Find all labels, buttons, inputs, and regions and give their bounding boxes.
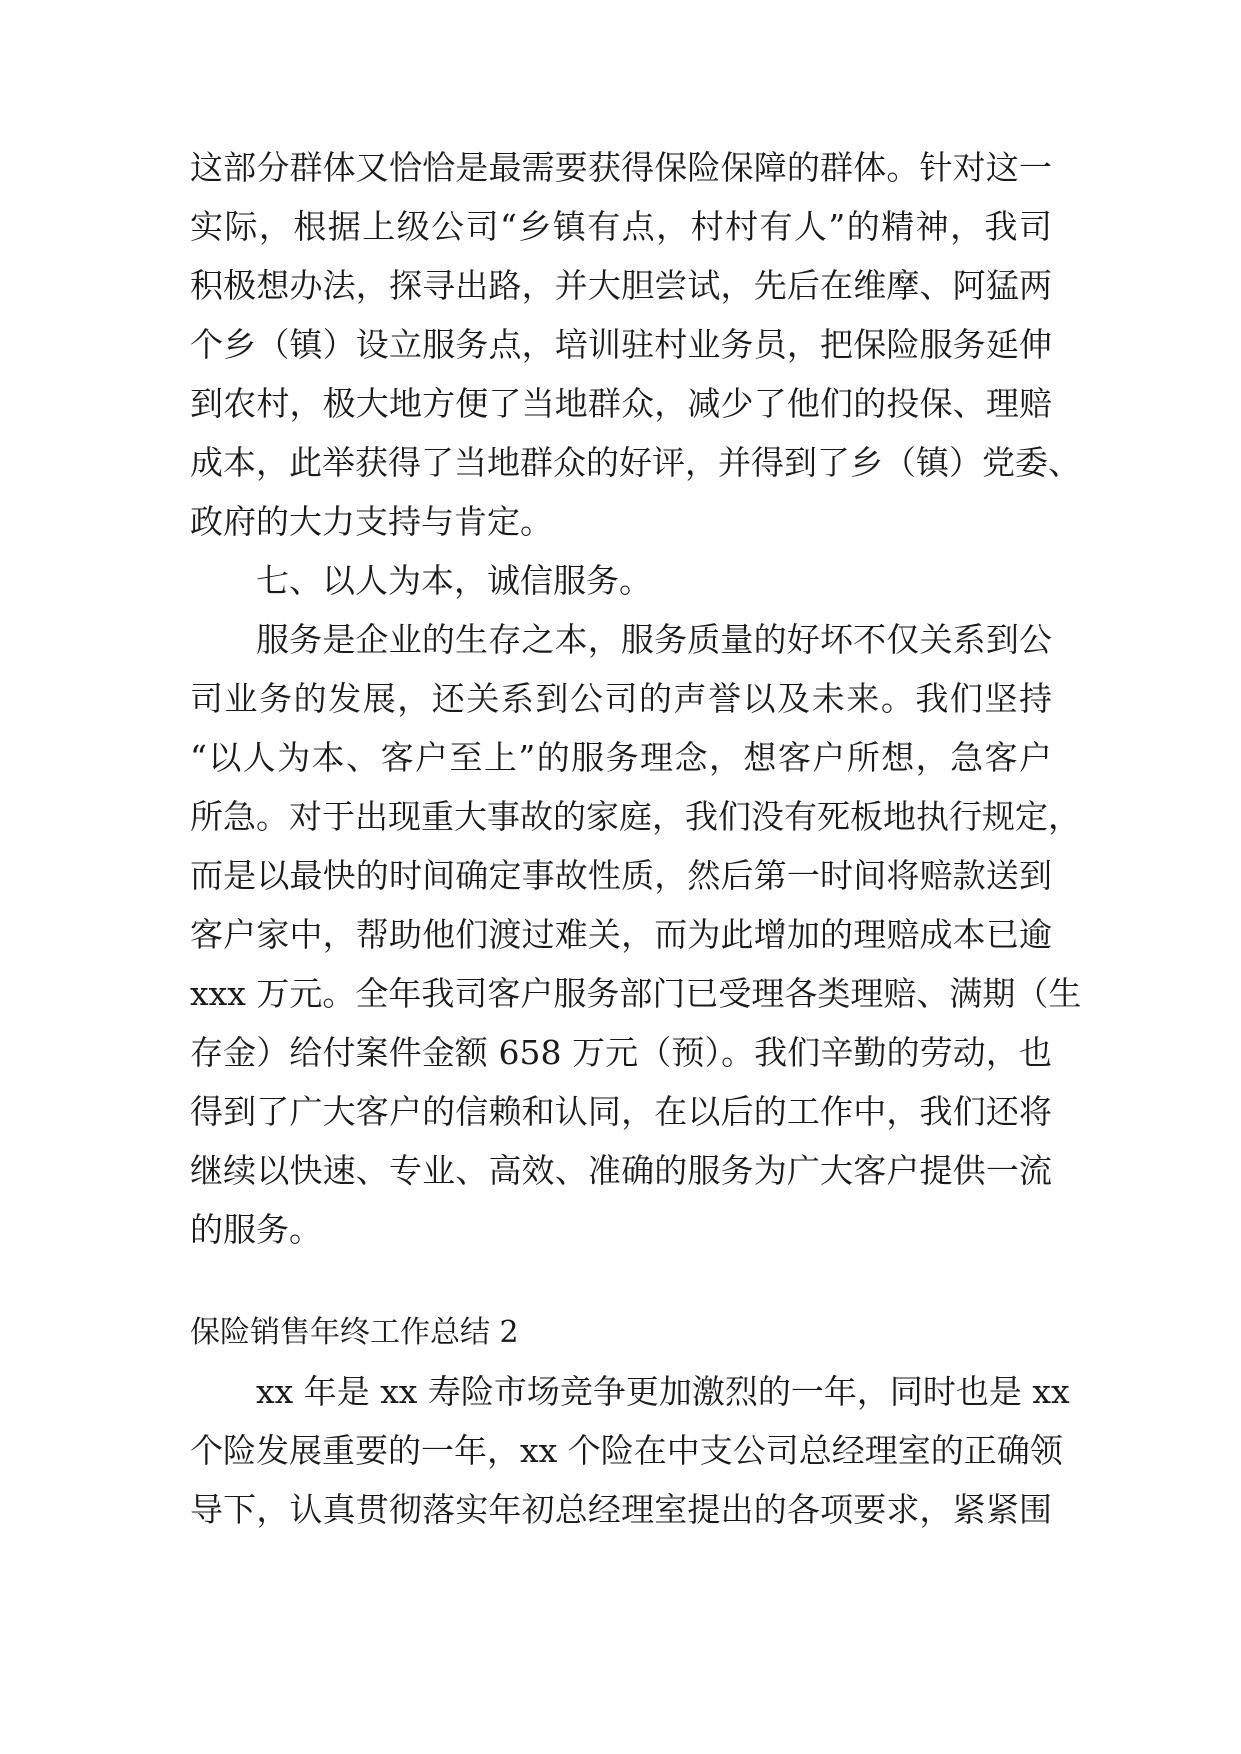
paragraph-3-line-1: xx 年是 xx 寿险市场竞争更加激烈的一年，同时也是 xx [256, 1372, 1070, 1411]
paragraph-2-line-10: 继续以快速、专业、高效、准确的服务为广大客户提供一流 [190, 1151, 1052, 1190]
paragraph-2-line-8: 存金）给付案件金额 658 万元（预）。我们辛勤的劳动，也 [190, 1033, 1052, 1072]
paragraph-1-line-3: 积极想办法，探寻出路，并大胆尝试，先后在维摩、阿猛两 [190, 266, 1052, 305]
paragraph-2-line-4: 所急。对于出现重大事故的家庭，我们没有死板地执行规定， [190, 797, 1081, 836]
paragraph-3-line-2: 个险发展重要的一年，xx 个险在中支公司总经理室的正确领 [190, 1431, 1063, 1470]
section-title-2: 保险销售年终工作总结 2 [190, 1315, 519, 1350]
paragraph-1-line-2: 实际，根据上级公司“乡镇有点，村村有人”的精神，我司 [190, 207, 1052, 246]
paragraph-1-line-7: 政府的大力支持与肯定。 [190, 502, 553, 541]
paragraph-2-line-3: “以人为本、客户至上”的服务理念，想客户所想，急客户 [190, 738, 1052, 777]
paragraph-2-line-9: 得到了广大客户的信赖和认同，在以后的工作中，我们还将 [190, 1092, 1052, 1131]
paragraph-2-line-11: 的服务。 [190, 1210, 322, 1249]
paragraph-2-line-2: 司业务的发展，还关系到公司的声誉以及未来。我们坚持 [190, 679, 1052, 718]
paragraph-1-line-4: 个乡（镇）设立服务点，培训驻村业务员，把保险服务延伸 [190, 325, 1052, 364]
paragraph-2-line-7: xxx 万元。全年我司客户服务部门已受理各类理赔、满期（生 [190, 974, 1082, 1013]
paragraph-1-line-1: 这部分群体又恰恰是最需要获得保险保障的群体。针对这一 [190, 148, 1052, 187]
paragraph-1-line-6: 成本，此举获得了当地群众的好评，并得到了乡（镇）党委、 [190, 443, 1081, 482]
paragraph-2-line-1: 服务是企业的生存之本，服务质量的好坏不仅关系到公 [256, 620, 1052, 659]
paragraph-3-line-3: 导下，认真贯彻落实年初总经理室提出的各项要求，紧紧围 [190, 1490, 1052, 1529]
paragraph-2-line-6: 客户家中，帮助他们渡过难关，而为此增加的理赔成本已逾 [190, 915, 1052, 954]
section-seven-heading: 七、以人为本，诚信服务。 [256, 561, 652, 600]
paragraph-1-line-5: 到农村，极大地方便了当地群众，减少了他们的投保、理赔 [190, 384, 1052, 423]
paragraph-2-line-5: 而是以最快的时间确定事故性质，然后第一时间将赔款送到 [190, 856, 1052, 895]
